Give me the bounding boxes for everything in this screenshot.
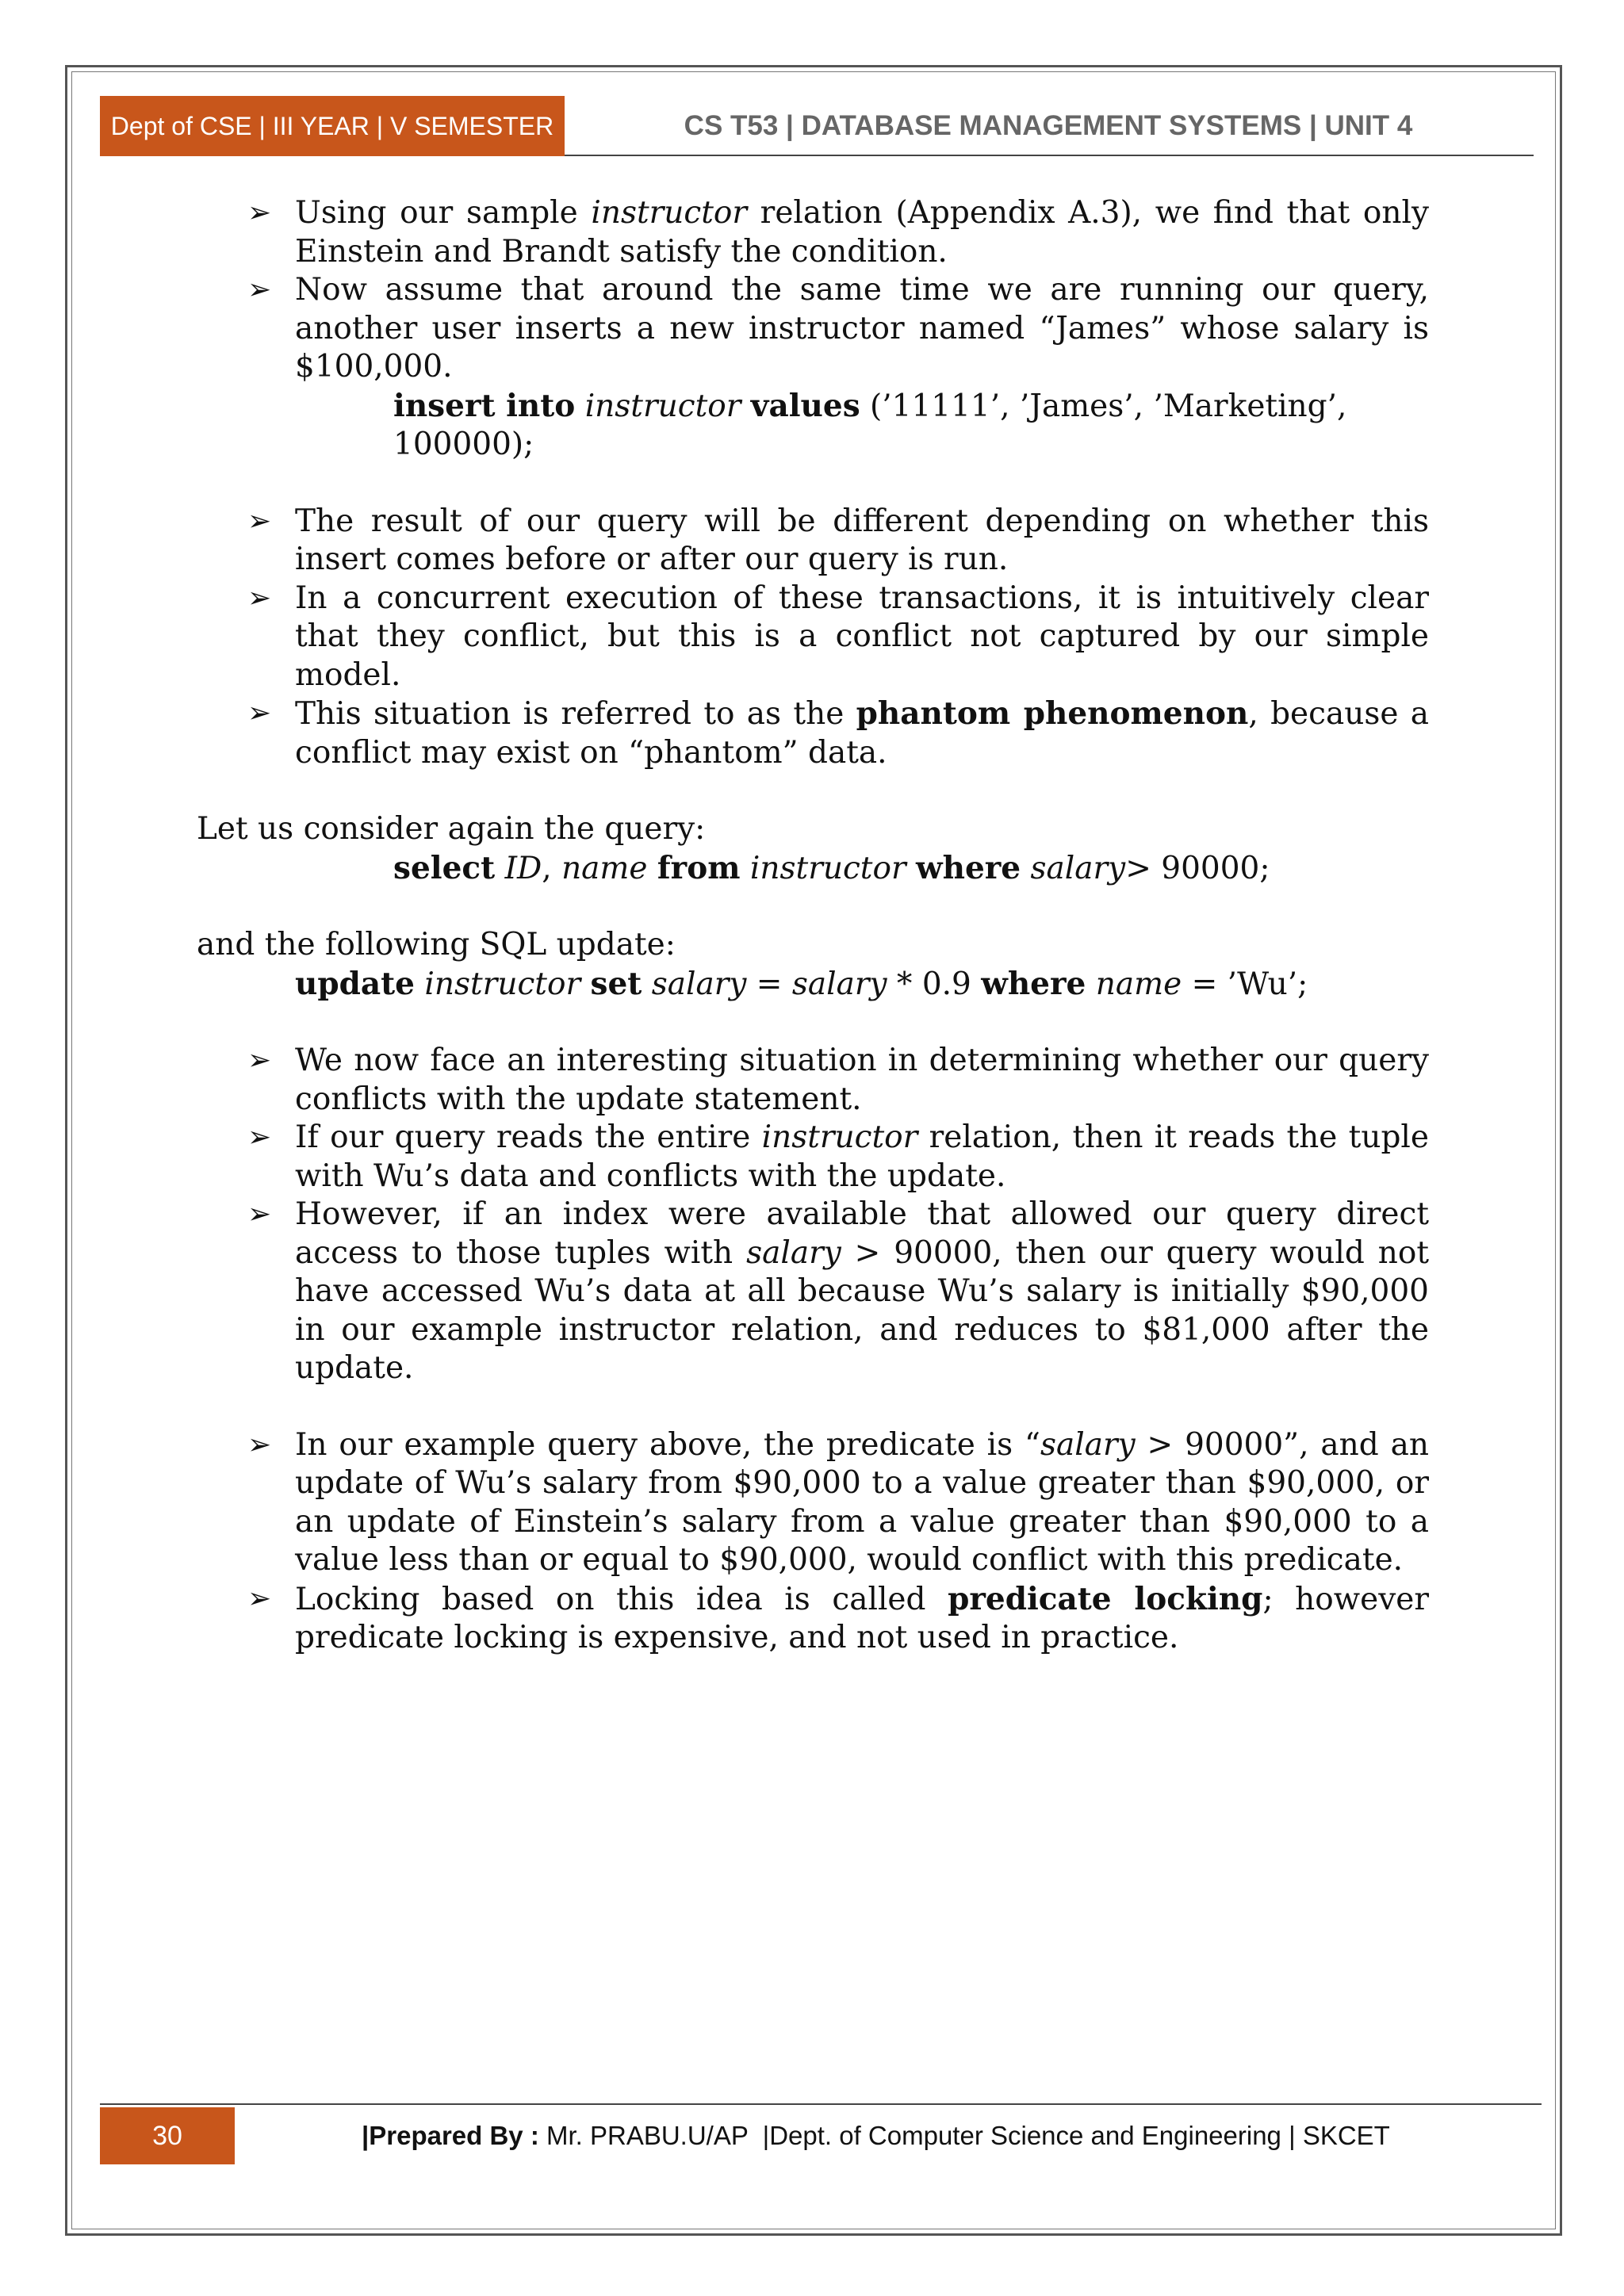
bullet-list-1 <box>197 194 1429 387</box>
bullet-item: ➢ However, if an index were available that allowed our query direct access to those tuples with salary > 90000, then our query would not have accessed Wu’s data at all because Wu’s salary is initially $90,000 in our example instructor relation, and reduces to $81,000 after the update. <box>247 1196 1429 1386</box>
bullet-list-2 <box>197 503 1429 773</box>
code-update-statement: update instructor set salary = salary * 0.9 where name = ’Wu’; <box>295 965 1308 1002</box>
footer-rule <box>100 2103 1542 2105</box>
bullet-list-4 <box>197 1426 1429 1658</box>
arrow-bullet-icon: ➢ <box>247 581 272 614</box>
bullet-item: ➢ This situation is referred to as the phantom phenomenon, because a conflict may exist on “phantom” data. <box>247 695 1430 771</box>
paragraph-update-intro: and the following SQL update: <box>197 927 676 962</box>
page-content <box>197 194 1429 1658</box>
arrow-bullet-icon: ➢ <box>247 1582 272 1615</box>
header-rule <box>565 155 1534 156</box>
arrow-bullet-icon: ➢ <box>247 1044 272 1077</box>
arrow-bullet-icon: ➢ <box>247 1428 272 1461</box>
bullet-list-3 <box>197 1042 1429 1388</box>
arrow-bullet-icon: ➢ <box>247 1198 272 1230</box>
bullet-item: ➢ Locking based on this idea is called predicate locking; however predicate locking is expensive, and not used in practice. <box>247 1580 1429 1655</box>
code-insert-statement: insert into instructor values (’11111’, ’James’, ’Marketing’, 100000); <box>393 387 1347 462</box>
bullet-item: ➢ We now face an interesting situation in determining whether our query conflicts with the update statement. <box>247 1043 1429 1117</box>
bullet-item: ➢ Using our sample instructor relation (Appendix A.3), we find that only Einstein and Brandt satisfy the condition. <box>247 195 1429 270</box>
page-number: 30 <box>100 2107 235 2164</box>
bullet-item: ➢ Now assume that around the same time we are running our query, another user inserts a new instructor named “James” whose salary is $100,000. <box>247 272 1429 385</box>
header-dept-box: Dept of CSE | III YEAR | V SEMESTER <box>100 96 565 156</box>
bullet-item: ➢ In our example query above, the predicate is “salary > 90000”, and an update of Wu’s salary from $90,000 to a value greater than $90,000, or an update of Einstein’s salary from a value greater than $90,000 to a value less than or equal to $90,000, would conflict with this predicate. <box>247 1426 1429 1578</box>
arrow-bullet-icon: ➢ <box>247 1121 272 1154</box>
bullet-item: ➢ The result of our query will be different depending on whether this insert comes before or after our query is run. <box>247 503 1429 577</box>
header-title: CS T53 | DATABASE MANAGEMENT SYSTEMS | UNIT 4 <box>684 110 1413 141</box>
arrow-bullet-icon: ➢ <box>247 697 272 729</box>
bullet-item: ➢ In a concurrent execution of these transactions, it is intuitively clear that they conflict, but this is a conflict not captured by our simple model. <box>247 580 1429 693</box>
arrow-bullet-icon: ➢ <box>247 274 272 306</box>
arrow-bullet-icon: ➢ <box>247 197 272 229</box>
footer-credit: |Prepared By : Mr. PRABU.U/AP |Dept. of Computer Science and Engineering | SKCET <box>362 2121 1390 2150</box>
paragraph-query-intro: Let us consider again the query: <box>197 811 706 847</box>
arrow-bullet-icon: ➢ <box>247 504 272 538</box>
code-select-statement: select ID, name from instructor where salary> 90000; <box>393 849 1270 886</box>
bullet-item: ➢ If our query reads the entire instructor relation, then it reads the tuple with Wu’s data and conflicts with the update. <box>247 1119 1429 1194</box>
